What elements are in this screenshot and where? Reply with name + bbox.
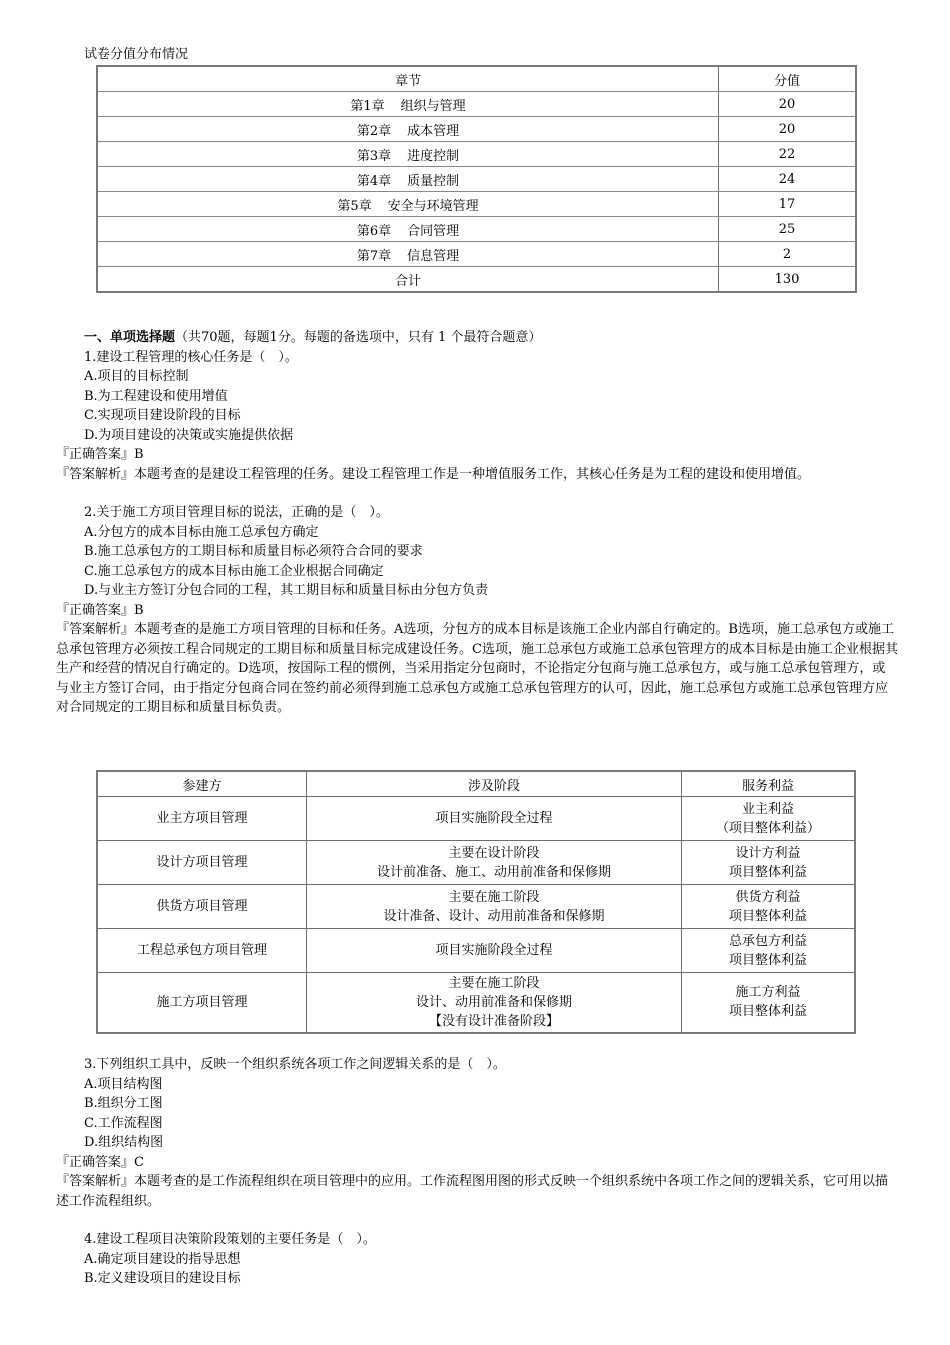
table-row xyxy=(97,117,856,142)
table-row xyxy=(97,167,856,192)
interest-cell xyxy=(682,841,856,885)
question-block-3-4 xyxy=(56,1055,898,1289)
total-label: 合计 xyxy=(97,267,719,293)
chapter-number: 第7章 xyxy=(356,248,392,264)
score-cell: 20 xyxy=(719,117,857,142)
question-2-stem: 2.关于施工方项目管理目标的说法，正确的是（ ）。 xyxy=(84,505,389,520)
interest-line: 设计方利益 xyxy=(735,845,801,861)
chapter-cell xyxy=(97,92,719,117)
stage-line: 项目实施阶段全过程 xyxy=(435,811,553,826)
table-row xyxy=(97,192,856,217)
interest-line: 项目整体利益 xyxy=(728,864,807,880)
table-row xyxy=(97,929,855,973)
table-row xyxy=(97,92,856,117)
interest-cell xyxy=(682,929,856,973)
interest-line: 总承包方利益 xyxy=(728,933,807,949)
stage-cell xyxy=(307,885,682,929)
header-chapter: 章节 xyxy=(97,66,719,92)
interest-line: 项目整体利益 xyxy=(728,952,807,968)
score-cell: 20 xyxy=(719,92,857,117)
question-2-option-b: B.施工总承包方的工期目标和质量目标必须符合合同的要求 xyxy=(84,544,423,559)
chapter-name: 安全与环境管理 xyxy=(387,198,479,214)
chapter-number: 第6章 xyxy=(356,223,392,239)
score-cell: 25 xyxy=(719,217,857,242)
stage-cell xyxy=(307,797,682,841)
question-3-analysis: 『答案解析』本题考查的是工作流程组织在项目管理中的应用。工作流程图用图的形式反映一个组织系统中各项工作之间的逻辑关系，它可用以描述工作流程组织。 xyxy=(56,1174,889,1209)
stage-cell xyxy=(307,929,682,973)
score-cell: 2 xyxy=(719,242,857,267)
stage-line: 主要在设计阶段 xyxy=(448,845,540,861)
table-total-row xyxy=(97,267,856,293)
stage-line: 设计前准备、施工、动用前准备和保修期 xyxy=(376,864,611,880)
question-3-answer: 『正确答案』C xyxy=(56,1154,144,1170)
chapter-name: 组织与管理 xyxy=(400,98,466,114)
interest-line: 施工方利益 xyxy=(735,985,801,1001)
stage-line: 主要在施工阶段 xyxy=(448,889,540,905)
chapter-cell xyxy=(97,217,719,242)
table-row xyxy=(97,885,855,929)
party-cell: 工程总承包方项目管理 xyxy=(97,929,307,973)
score-table-caption: 试卷分值分布情况 xyxy=(84,47,189,62)
section-heading: 一、单项选择题（共70题，每题1分。每题的备选项中，只有 1 个最符合题意） xyxy=(84,330,542,345)
party-cell: 施工方项目管理 xyxy=(97,973,307,1033)
chapter-name: 合同管理 xyxy=(407,223,460,239)
question-2-answer: 『正确答案』B xyxy=(56,602,144,618)
chapter-cell xyxy=(97,192,719,217)
chapter-name: 成本管理 xyxy=(407,123,460,139)
question-block-1-2 xyxy=(56,328,898,718)
table-header-row xyxy=(97,66,856,92)
question-2-option-a: A.分包方的成本目标由施工总承包方确定 xyxy=(84,524,319,540)
chapter-cell xyxy=(97,142,719,167)
question-1-option-c: C.实现项目建设阶段的目标 xyxy=(84,408,241,423)
chapter-name: 质量控制 xyxy=(407,173,460,189)
party-cell: 业主方项目管理 xyxy=(97,797,307,841)
score-cell: 24 xyxy=(719,167,857,192)
party-cell: 供货方项目管理 xyxy=(97,885,307,929)
chapter-number: 第4章 xyxy=(356,173,392,189)
chapter-name: 进度控制 xyxy=(407,148,460,164)
chapter-name: 信息管理 xyxy=(407,248,460,264)
header-party: 参建方 xyxy=(97,771,307,797)
chapter-number: 第1章 xyxy=(350,98,385,114)
question-2-option-c: C.施工总承包方的成本目标由施工企业根据合同确定 xyxy=(84,563,384,579)
table-row xyxy=(97,973,855,1033)
interest-line: （项目整体利益） xyxy=(715,820,820,836)
stage-line: 设计、动用前准备和保修期 xyxy=(415,994,572,1010)
interest-line: 项目整体利益 xyxy=(728,908,807,924)
question-3-option-d: D.组织结构图 xyxy=(84,1135,164,1150)
table-row xyxy=(97,242,856,267)
interest-cell xyxy=(682,973,856,1033)
header-stage: 涉及阶段 xyxy=(307,771,682,797)
question-2-analysis: 『答案解析』本题考查的是施工方项目管理的目标和任务。A选项，分包方的成本目标是该施工企业内部自行确定的。B选项，施工总承包方或施工总承包管理方必须按工程合同规定的工期目标和质量目标完成建设任务。C选项，施工总承包方或施工总承包管理方的成本目标是由施工企业根据其生产和经营的情况自行确定的。D选项，按国际工程的惯例，当采用指定分包商时，不论指定分包商与施工总承包方，或与施工总承包管理方，或与业主方签订合同，由于指定分包商合同在签约前必须得到施工总承包方或施工总承包管理方的认可，因此，施工总承包方或施工总承包管理方应对合同规定的工期目标和质量目标负责。 xyxy=(56,622,898,715)
score-distribution-table xyxy=(96,65,857,293)
interest-line: 业主利益 xyxy=(741,801,794,817)
table-row xyxy=(97,797,855,841)
question-4-option-a: A.确定项目建设的指导思想 xyxy=(84,1251,241,1267)
header-score: 分值 xyxy=(719,66,857,92)
stage-line: 设计准备、设计、动用前准备和保修期 xyxy=(383,908,605,924)
stage-line: 项目实施阶段全过程 xyxy=(435,943,553,958)
stage-cell xyxy=(307,841,682,885)
question-3-option-c: C.工作流程图 xyxy=(84,1115,163,1131)
question-3-option-b: B.组织分工图 xyxy=(84,1096,163,1111)
question-1-stem: 1.建设工程管理的核心任务是（ ）。 xyxy=(84,349,298,365)
question-1-analysis: 『答案解析』本题考查的是建设工程管理的任务。建设工程管理工作是一种增值服务工作，其核心任务是为工程的建设和使用增值。 xyxy=(56,466,811,482)
table-row xyxy=(97,217,856,242)
chapter-number: 第3章 xyxy=(356,148,392,164)
table-row xyxy=(97,841,855,885)
total-score: 130 xyxy=(719,267,857,293)
interest-cell xyxy=(682,885,856,929)
question-1-answer: 『正确答案』B xyxy=(56,447,144,462)
stage-line: 【没有设计准备阶段】 xyxy=(428,1013,559,1029)
question-1-option-b: B.为工程建设和使用增值 xyxy=(84,388,228,404)
stage-line: 主要在施工阶段 xyxy=(448,975,540,991)
header-interest: 服务利益 xyxy=(682,771,856,797)
score-cell: 22 xyxy=(719,142,857,167)
question-3-option-a: A.项目结构图 xyxy=(84,1076,163,1092)
chapter-number: 第2章 xyxy=(356,123,392,139)
chapter-number: 第5章 xyxy=(337,198,372,214)
stage-cell xyxy=(307,973,682,1033)
party-cell: 设计方项目管理 xyxy=(97,841,307,885)
table-header-row xyxy=(97,771,855,797)
question-2-option-d: D.与业主方签订分包合同的工程，其工期目标和质量目标由分包方负责 xyxy=(84,583,489,598)
chapter-cell xyxy=(97,167,719,192)
interest-line: 供货方利益 xyxy=(735,889,801,905)
interest-line: 项目整体利益 xyxy=(728,1004,807,1020)
question-4-option-b: B.定义建设项目的建设目标 xyxy=(84,1271,241,1286)
chapter-cell xyxy=(97,242,719,267)
question-1-option-a: A.项目的目标控制 xyxy=(84,369,189,384)
score-cell: 17 xyxy=(719,192,857,217)
table-row xyxy=(97,142,856,167)
question-3-stem: 3.下列组织工具中，反映一个组织系统各项工作之间逻辑关系的是（ ）。 xyxy=(84,1057,506,1072)
interest-cell xyxy=(682,797,856,841)
chapter-cell xyxy=(97,117,719,142)
question-1-option-d: D.为项目建设的决策或实施提供依据 xyxy=(84,427,294,443)
question-4-stem: 4.建设工程项目决策阶段策划的主要任务是（ ）。 xyxy=(84,1232,376,1247)
participant-table xyxy=(96,770,856,1034)
